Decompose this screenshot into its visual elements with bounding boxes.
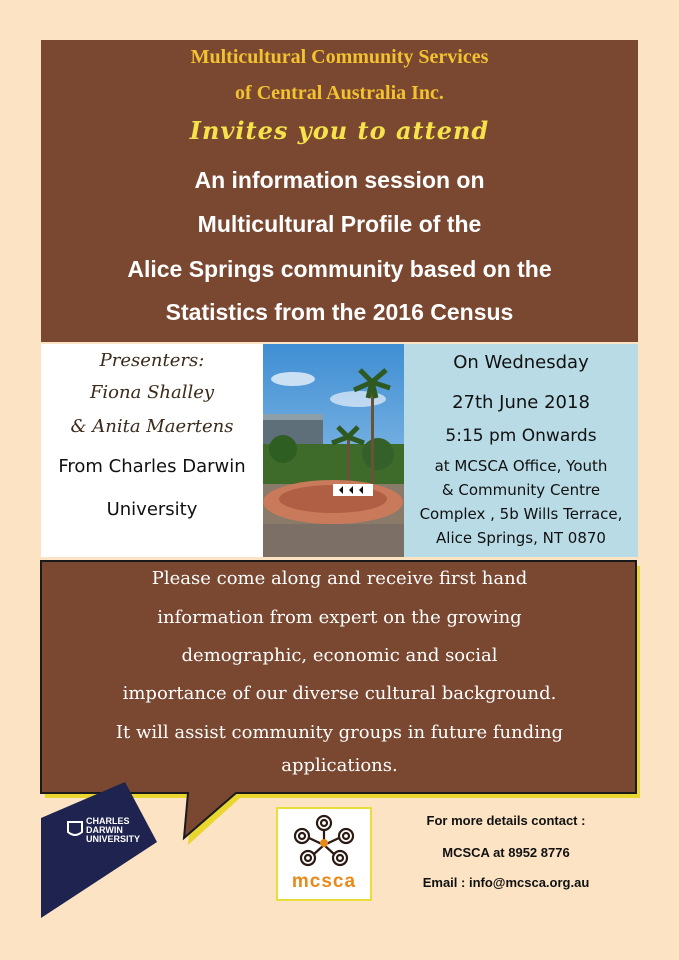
cdu-line3: UNIVERSITY — [86, 834, 141, 844]
title-line2: Multicultural Profile of the — [197, 211, 482, 237]
org-name-line2: of Central Australia Inc. — [235, 82, 444, 104]
title-line3: Alice Springs community based on the — [127, 256, 552, 282]
description-line2: information from expert on the growing — [157, 607, 522, 628]
presenters-label: Presenters: — [99, 350, 205, 371]
contact-heading: For more details contact : — [426, 813, 586, 828]
title-line4: Statistics from the 2016 Census — [165, 299, 514, 325]
spiral-figures-icon — [278, 809, 370, 871]
presenter-affiliation-line1: From Charles Darwin — [58, 456, 246, 477]
event-venue-line1: at MCSCA Office, Youth — [434, 457, 608, 475]
description-line3: demographic, economic and social — [181, 645, 498, 666]
description-line1: Please come along and receive first hand — [151, 568, 528, 589]
description-line6: applications. — [281, 755, 398, 776]
cdu-line1: CHARLES — [86, 816, 130, 826]
event-date: 27th June 2018 — [452, 392, 590, 413]
cdu-line2: DARWIN — [86, 825, 123, 835]
presenter-name-1: Fiona Shalley — [89, 382, 215, 403]
presenter-name-2: & Anita Maertens — [70, 416, 234, 437]
presenter-affiliation-line2: University — [106, 499, 198, 520]
event-venue-line4: Alice Springs, NT 0870 — [436, 529, 606, 547]
description-line4: importance of our diverse cultural background. — [122, 683, 557, 704]
contact-email[interactable]: Email : info@mcsca.org.au — [422, 875, 590, 890]
description-line5: It will assist community groups in future funding — [115, 722, 564, 743]
event-day: On Wednesday — [453, 352, 589, 373]
event-venue-line3: Complex , 5b Wills Terrace, — [419, 505, 623, 523]
org-name-line1: Multicultural Community Services — [190, 46, 489, 68]
mcsca-logo-text: mcsca — [291, 871, 357, 892]
mcsca-logo — [276, 807, 372, 901]
event-time: 5:15 pm Onwards — [445, 426, 597, 446]
contact-phone[interactable]: MCSCA at 8952 8776 — [442, 845, 570, 860]
event-venue-line2: & Community Centre — [441, 481, 601, 499]
invite-text: Invites you to attend — [189, 116, 490, 145]
title-line1: An information session on — [194, 167, 485, 193]
